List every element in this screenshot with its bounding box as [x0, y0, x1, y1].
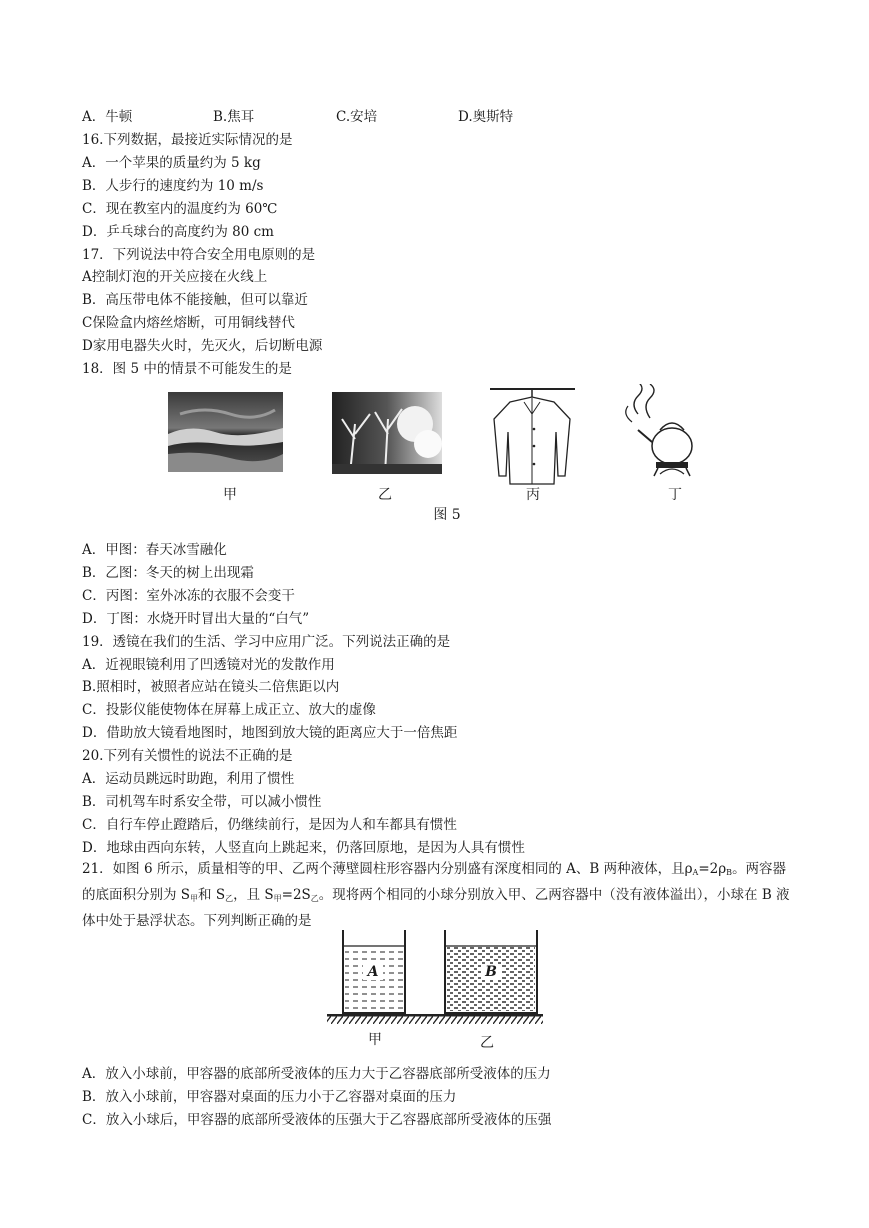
q20-option-b: B．司机驾车时系安全带，可以减小惯性	[82, 794, 322, 810]
q19-option-a: A．近视眼镜利用了凹透镜对光的发散作用	[82, 657, 335, 673]
q21-stem-part: =2S	[281, 887, 311, 903]
q16-option-c: C．现在教室内的温度约为 60℃	[82, 201, 278, 217]
q15-option-c: C.安培	[336, 109, 378, 125]
figure-5-caption: 图 5	[433, 507, 461, 523]
figure-6-label-a: A	[363, 964, 383, 980]
figure-6-label-jia: 甲	[368, 1032, 382, 1048]
q21-option-b: B．放入小球前，甲容器对桌面的压力小于乙容器对桌面的压力	[82, 1089, 457, 1105]
q17-option-b: B．高压带电体不能接触，但可以靠近	[82, 292, 308, 308]
q21-stem-part: 。现将两个相同的小球分别放入甲、乙两容器中（没有液体溢出），小球在 B 液体中处于悬浮状态。下列判断正确的是	[82, 887, 790, 929]
q18-option-a: A．甲图：春天冰雪融化	[82, 542, 227, 558]
q21-stem-part: 和 S	[198, 887, 226, 903]
q15-option-d: D.奥斯特	[458, 109, 514, 125]
figure-5-label-ding: 丁	[668, 487, 682, 503]
q21-sub-jia2: 甲	[273, 894, 282, 903]
q21-stem	[82, 858, 790, 933]
q18-option-d: D．丁图：水烧开时冒出大量的“白气”	[82, 611, 310, 627]
figure-5-label-bing: 丙	[526, 487, 540, 503]
q21-sub-a: A	[692, 868, 699, 877]
q19-option-c: C．投影仪能使物体在屏幕上成正立、放大的虚像	[82, 702, 376, 718]
q21-stem-part: ，且 S	[233, 887, 274, 903]
figure-5-label-jia: 甲	[223, 487, 237, 503]
figure-5-yi-photo	[332, 392, 442, 474]
q18-option-b: B．乙图：冬天的树上出现霜	[82, 565, 254, 581]
q18-option-c: C．丙图：室外冰冻的衣服不会变干	[82, 588, 295, 604]
figure-6-illustration	[325, 928, 545, 1028]
q21-stem-part: 21．如图 6 所示，质量相等的甲、乙两个薄壁圆柱形容器内分别盛有深度相同的 A、B 两种液体，且ρ	[82, 861, 693, 877]
q21-option-c: C．放入小球后，甲容器的底部所受液体的压强大于乙容器底部所受液体的压强	[82, 1112, 552, 1128]
q15-option-b: B.焦耳	[213, 109, 255, 125]
q17-option-c: C保险盒内熔丝熔断，可用铜线替代	[82, 315, 295, 331]
q17-option-a: A控制灯泡的开关应接在火线上	[82, 269, 268, 285]
q16-option-b: B．人步行的速度约为 10 m/s	[82, 178, 264, 194]
q21-sub-yi2: 乙	[310, 894, 319, 903]
figure-5-ding-kettle	[626, 384, 692, 476]
figure-5-label-yi: 乙	[378, 487, 392, 503]
q17-option-d: D家用电器失火时，先灭火，后切断电源	[82, 338, 323, 354]
q21-sub-yi: 乙	[225, 894, 234, 903]
q16-stem: 16.下列数据，最接近实际情况的是	[82, 132, 293, 148]
q21-stem-part: =2ρ	[698, 861, 727, 877]
q19-option-d: D．借助放大镜看地图时，地图到放大镜的距离应大于一倍焦距	[82, 725, 458, 741]
q18-stem: 18．图 5 中的情景不可能发生的是	[82, 361, 292, 377]
figure-6	[325, 928, 545, 1053]
q21-sub-jia: 甲	[190, 894, 199, 903]
figure-6-label-yi: 乙	[480, 1035, 494, 1051]
table-hatching	[327, 1016, 543, 1024]
q21-option-a: A．放入小球前，甲容器的底部所受液体的压力大于乙容器底部所受液体的压力	[82, 1066, 551, 1082]
q21-sub-b: B	[726, 868, 733, 877]
q19-stem: 19．透镜在我们的生活、学习中应用广泛。下列说法正确的是	[82, 634, 451, 650]
figure-6-label-b: B	[481, 964, 501, 980]
figure-5-bing-shirt	[490, 389, 575, 484]
q20-option-c: C．自行车停止蹬踏后，仍继续前行，是因为人和车都具有惯性	[82, 817, 457, 833]
q20-option-a: A．运动员跳远时助跑，利用了惯性	[82, 771, 295, 787]
q20-stem: 20.下列有关惯性的说法不正确的是	[82, 748, 293, 764]
q20-option-d: D．地球由西向东转，人竖直向上跳起来，仍落回原地，是因为人具有惯性	[82, 840, 525, 856]
q16-option-a: A．一个苹果的质量约为 5 kg	[82, 155, 261, 171]
figure-5-jia-photo	[168, 392, 283, 472]
q16-option-d: D．乒乓球台的高度约为 80 cm	[82, 224, 274, 240]
q17-stem: 17．下列说法中符合安全用电原则的是	[82, 247, 316, 263]
q19-option-b: B.照相时，被照者应站在镜头二倍焦距以内	[82, 679, 340, 695]
figure-5	[160, 384, 715, 526]
q21-stem-part: 。两容器的底面积分别为 S	[82, 861, 787, 903]
q15-option-a: A．牛顿	[82, 109, 133, 125]
